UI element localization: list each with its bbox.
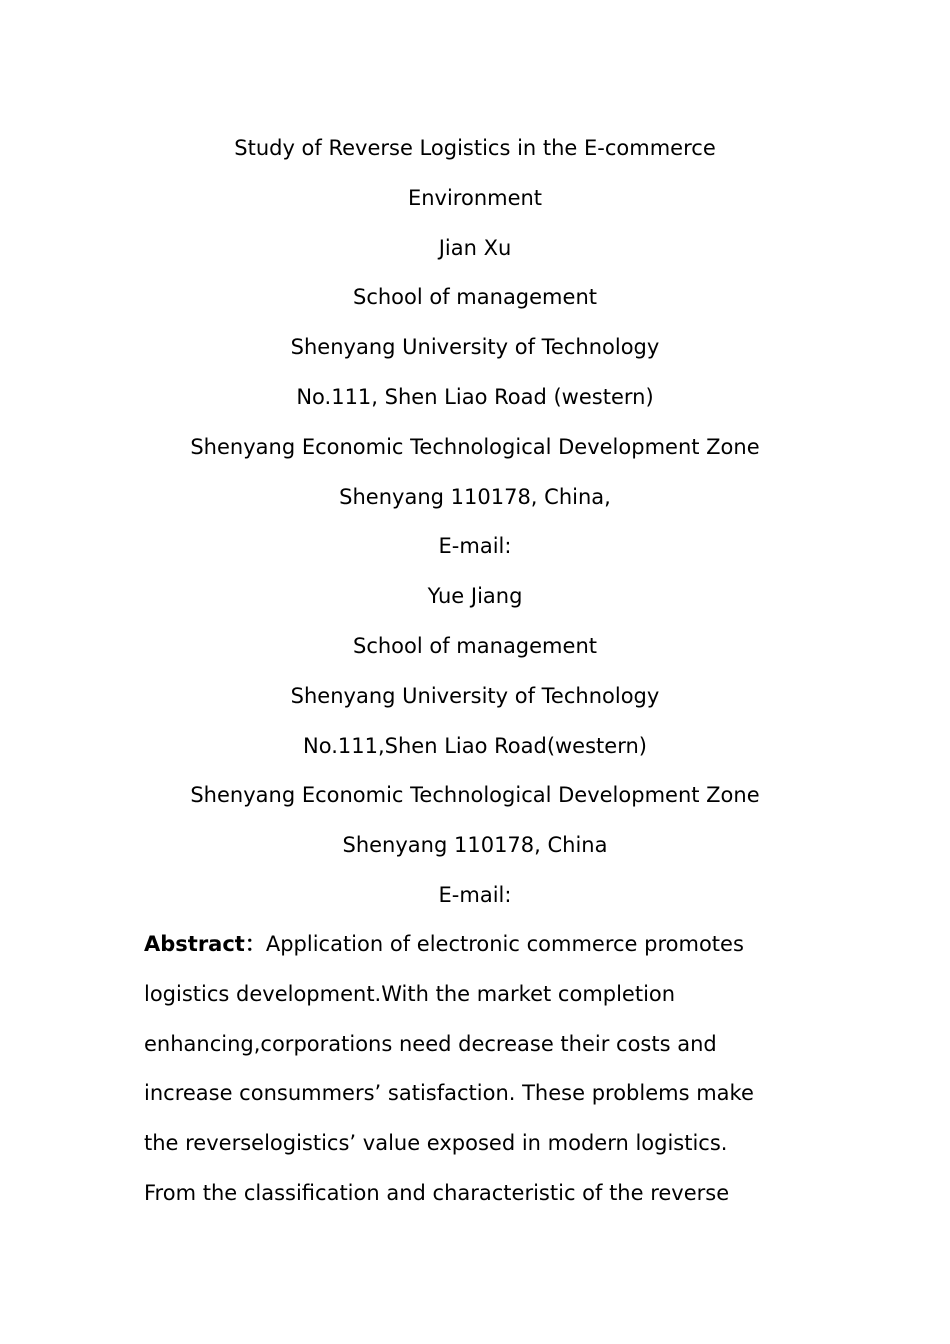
abstract-text-line-1: Application of electronic commerce promotes: [265, 932, 744, 956]
abstract-line-5: the reverselogistics’ value exposed in modern logistics.: [144, 1131, 728, 1156]
author-1-zone: Shenyang Economic Technological Development Zone: [190, 434, 760, 459]
paper-title-line-1: Study of Reverse Logistics in the E-commerce: [234, 136, 716, 160]
author-2-email-label: E-mail:: [438, 882, 512, 907]
abstract-line-2: logistics development.With the market completion: [144, 981, 676, 1006]
author-2-university: Shenyang University of Technology: [290, 683, 660, 708]
abstract-label: Abstract: [144, 932, 245, 956]
author-1-email-label: E-mail:: [438, 534, 512, 559]
paper-header: [0, 124, 950, 921]
author-1-name: Jian Xu: [438, 235, 512, 260]
author-2-school: School of management: [353, 633, 597, 658]
author-2-zone: Shenyang Economic Technological Development Zone: [190, 783, 760, 808]
abstract-line-1: [144, 920, 824, 970]
author-1-street: No.111, Shen Liao Road (western): [296, 384, 654, 409]
abstract: [144, 920, 824, 1219]
abstract-line-6: From the classification and characteristic of the reverse: [144, 1180, 730, 1205]
abstract-line-3: enhancing,corporations need decrease their costs and: [144, 1031, 717, 1056]
author-1-city: Shenyang 110178, China,: [339, 484, 611, 509]
author-1-school: School of management: [353, 285, 597, 310]
author-1-university: Shenyang University of Technology: [290, 335, 660, 360]
abstract-separator: ：: [244, 932, 266, 956]
author-2-city: Shenyang 110178, China: [342, 833, 608, 858]
abstract-line-4: increase consummers’ satisfaction. These problems make: [144, 1081, 754, 1106]
author-2-street: No.111,Shen Liao Road(western): [303, 733, 647, 758]
author-2-name: Yue Jiang: [427, 584, 523, 609]
paper-title-line-2: Environment: [407, 185, 543, 210]
